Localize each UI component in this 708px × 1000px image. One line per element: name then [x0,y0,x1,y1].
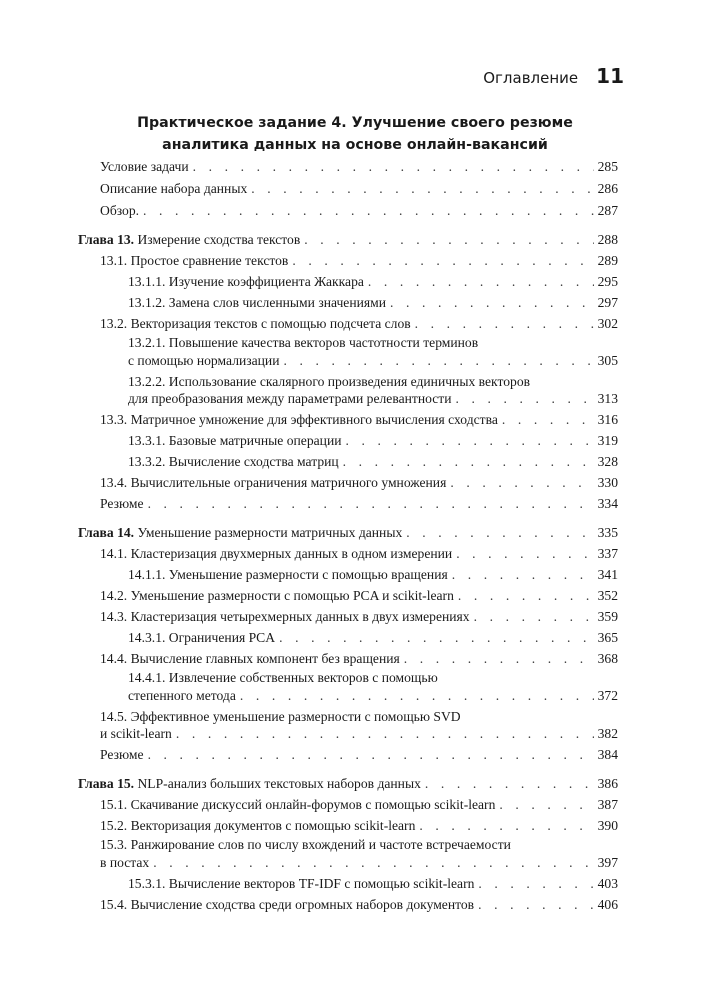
entry-title: 13.1. Простое сравнение текстов [100,253,289,268]
entry-page: 289 [597,253,618,268]
chapter-title: Измерение сходства текстов [137,232,301,247]
chapter-label: Глава 13. [78,232,135,247]
entry-title: 13.3. Матричное умножение для эффективного вычисления сходства [100,412,498,427]
entry-page: 319 [597,433,618,448]
leader-dots [343,452,594,472]
entry-page: 302 [597,316,618,331]
chapter-label: Глава 14. [78,525,135,540]
leader-dots [478,874,593,894]
entry-title: 14.4. Вычисление главных компонент без вращения [100,651,400,666]
entry-title: Резюме [100,496,144,511]
entry-page: 337 [597,546,618,561]
leader-dots [148,745,594,765]
entry-title: 13.1.2. Замена слов численными значениями [128,295,387,310]
entry-title: 14.3. Кластеризация четырехмерных данных в двух измерениях [100,609,470,624]
entry-page: 313 [597,391,618,406]
entry-page: 334 [597,496,618,511]
part-title-line-1: Практическое задание 4. Улучшение своего резюме [137,115,573,131]
leader-dots [304,230,593,250]
leader-dots [406,523,593,543]
entry-title: Обзор. [100,203,140,218]
entry-page: 335 [597,525,618,540]
leader-dots [499,795,593,815]
leader-dots [450,473,593,493]
leader-dots [240,686,594,706]
entry-title-line-2: в постах [100,855,150,870]
leader-dots [404,649,594,669]
entry-title: 14.3.1. Ограничения PCA [128,630,276,645]
leader-dots [292,251,593,271]
entry-page: 382 [597,726,618,741]
entry-title: Резюме [100,747,144,762]
chapter-label: Глава 15. [78,776,135,791]
entry-page: 365 [597,630,618,645]
entry-page: 384 [597,747,618,762]
running-head [483,64,624,88]
entry-page: 390 [597,818,618,833]
entry-page: 305 [597,353,618,368]
part-title [100,112,610,156]
entry-title: Условие задачи [100,159,189,174]
entry-page: 403 [597,876,618,891]
entry-title: 13.1.1. Изучение коэффициента Жаккара [128,274,364,289]
leader-dots [368,272,594,292]
leader-dots [153,853,593,873]
leader-dots [176,724,594,744]
chapter-title: Уменьшение размерности матричных данных [137,525,403,540]
entry-page: 387 [597,797,618,812]
entry-page: 406 [597,897,618,912]
entry-title-line-1: 14.4.1. Извлечение собственных векторов с помощью [128,670,438,685]
leader-dots [279,628,594,648]
entry-title-line-2: степенного метода [128,688,236,703]
page-number: 11 [596,64,624,88]
entry-title-line-1: 13.2.1. Повышение качества векторов частотности терминов [128,335,479,350]
leader-dots [452,565,594,585]
chapter-title: NLP-анализ больших текстовых наборов данных [137,776,421,791]
entry-page: 397 [597,855,618,870]
leader-dots [283,351,593,371]
entry-title: 13.4. Вычислительные ограничения матричного умножения [100,475,447,490]
entry-page: 288 [597,232,618,247]
leader-dots [193,157,594,177]
leader-dots [458,586,594,606]
leader-dots [251,179,593,199]
leader-dots [456,544,593,564]
leader-dots [474,607,594,627]
entry-title: 13.2. Векторизация текстов с помощью подсчета слов [100,316,411,331]
part-title-line-2: аналитика данных на основе онлайн-вакансий [162,137,548,153]
leader-dots [143,201,594,221]
entry-page: 372 [597,688,618,703]
leader-dots [455,389,593,409]
entry-page: 297 [597,295,618,310]
entry-title: 14.1. Кластеризация двухмерных данных в одном измерении [100,546,453,561]
entry-title-line-2: с помощью нормализации [128,353,280,368]
entry-title: Описание набора данных [100,181,248,196]
leader-dots [478,895,594,915]
entry-page: 285 [597,159,618,174]
leader-dots [148,494,594,514]
entry-page: 295 [597,274,618,289]
leader-dots [502,410,594,430]
entry-title-line-2: для преобразования между параметрами релевантности [128,391,452,406]
entry-page: 368 [597,651,618,666]
section-title: Оглавление [483,69,579,87]
entry-title: 14.2. Уменьшение размерности с помощью PCA и scikit-learn [100,588,454,603]
entry-page: 359 [597,609,618,624]
entry-title: 14.1.1. Уменьшение размерности с помощью вращения [128,567,448,582]
leader-dots [346,431,594,451]
entry-title-line-1: 13.2.2. Использование скалярного произведения единичных векторов [128,374,531,389]
entry-page: 330 [597,475,618,490]
entry-title-line-2: и scikit-learn [100,726,172,741]
entry-page: 286 [597,181,618,196]
leader-dots [390,293,594,313]
leader-dots [419,816,593,836]
entry-title: 13.3.2. Вычисление сходства матриц [128,454,339,469]
entry-title: 15.2. Векторизация документов с помощью scikit-learn [100,818,416,833]
entry-title: 15.4. Вычисление сходства среди огромных наборов документов [100,897,475,912]
entry-title: 15.1. Скачивание дискуссий онлайн-форумов с помощью scikit-learn [100,797,496,812]
entry-page: 328 [597,454,618,469]
entry-title: 13.3.1. Базовые матричные операции [128,433,342,448]
leader-dots [415,314,594,334]
entry-page: 386 [597,776,618,791]
entry-page: 352 [597,588,618,603]
entry-title-line-1: 14.5. Эффективное уменьшение размерности с помощью SVD [100,709,461,724]
entry-page: 316 [597,412,618,427]
entry-title-line-1: 15.3. Ранжирование слов по числу вхождений и частоте встречаемости [100,837,511,852]
entry-page: 341 [597,567,618,582]
leader-dots [425,774,594,794]
entry-title: 15.3.1. Вычисление векторов TF-IDF с помощью scikit-learn [128,876,475,891]
entry-page: 287 [597,203,618,218]
